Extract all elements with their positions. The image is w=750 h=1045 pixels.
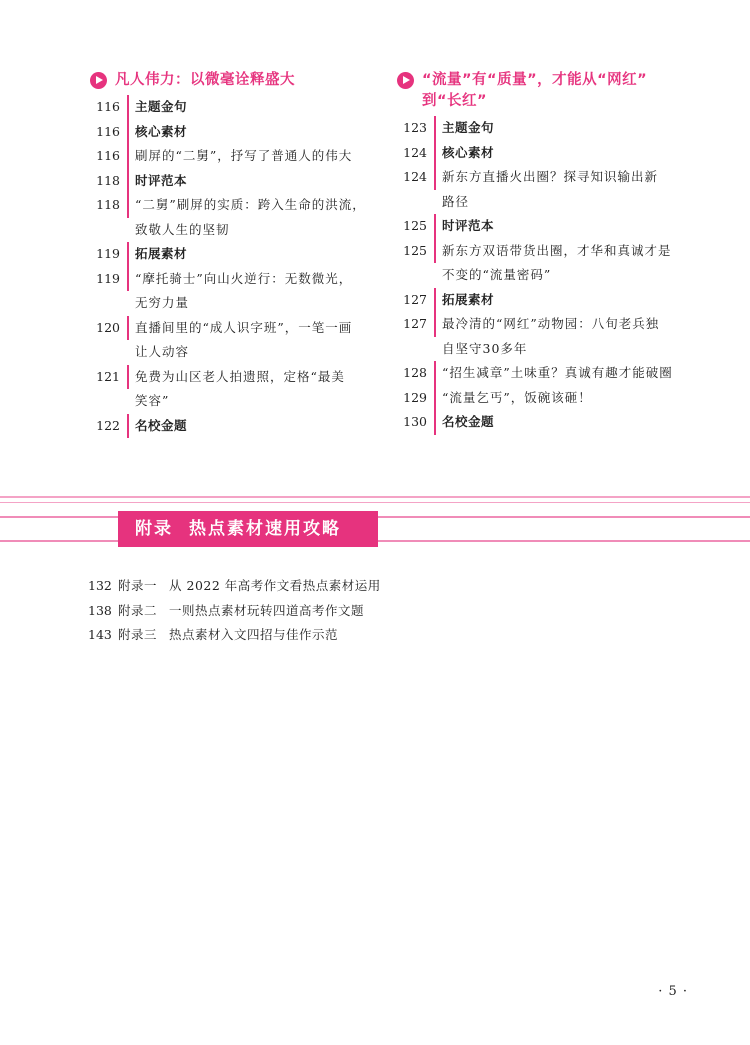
entry-page-number: 138 (88, 602, 112, 618)
toc-entry[interactable] (395, 165, 690, 214)
appendix-tag: 附录二 (118, 602, 158, 618)
toc-entry[interactable] (88, 120, 380, 145)
entry-title (129, 365, 345, 414)
toc-entry[interactable] (88, 95, 380, 120)
toc-entry[interactable] (395, 386, 690, 411)
entry-title-line: 刷屏的“二舅”，抒写了普通人的伟大 (135, 148, 353, 163)
entry-title-line: 核心素材 (442, 144, 495, 160)
toc-entry[interactable] (88, 365, 380, 414)
entry-page-number: 116 (88, 120, 129, 145)
entry-title-line: 新东方直播火出圈？探寻知识输出新 (442, 169, 659, 184)
appendix-entry[interactable] (88, 623, 381, 648)
entry-title (129, 316, 352, 365)
section-header-right (395, 70, 690, 112)
entry-title (436, 312, 659, 361)
page-number: · 5 · (658, 984, 688, 999)
entry-title (129, 414, 187, 439)
section-title: 凡人伟力：以微毫诠释盛大 (115, 72, 295, 88)
entry-title (129, 120, 187, 145)
entry-page-number: 128 (395, 361, 436, 386)
appendix-label: 附录 (135, 519, 173, 539)
toc-entry[interactable] (395, 239, 690, 288)
entry-page-number: 125 (395, 239, 436, 264)
entry-title-line: 主题金句 (135, 99, 188, 114)
entry-title (129, 267, 352, 316)
stripe-line (0, 502, 750, 504)
entry-title-line: 名校金题 (442, 414, 495, 429)
toc-entry[interactable] (395, 214, 690, 239)
entry-title (436, 116, 494, 141)
entry-title-line: 笑容” (135, 393, 170, 408)
appendix-tag: 附录三 (118, 627, 158, 642)
appendix-tag: 附录一 (118, 578, 158, 593)
toc-entry[interactable] (395, 116, 690, 141)
toc-entries (395, 116, 690, 435)
section-title-line2: 到“长红” (422, 93, 488, 109)
entry-title (436, 239, 672, 288)
entry-title-line: “招生减章”土味重？真诚有趣才能破圈 (442, 365, 673, 380)
appendix-entry[interactable] (88, 599, 381, 624)
entry-page-number: 118 (88, 169, 129, 194)
entry-title (129, 193, 366, 242)
appendix-list (88, 574, 381, 648)
toc-entry[interactable] (88, 169, 380, 194)
entry-title (436, 214, 494, 239)
entry-page-number: 122 (88, 414, 129, 439)
toc-left-column (88, 70, 380, 438)
entry-page-number: 119 (88, 242, 129, 267)
entry-title-line: 拓展素材 (135, 246, 188, 261)
entry-page-number: 129 (395, 386, 436, 411)
entry-title (129, 144, 352, 169)
entry-title-line: 时评范本 (442, 218, 495, 233)
entry-title-line: 让人动容 (135, 344, 190, 359)
section-header-left (88, 70, 380, 91)
entry-title-line: 时评范本 (135, 172, 188, 188)
toc-entry[interactable] (88, 267, 380, 316)
entry-title (129, 95, 187, 120)
toc-entry[interactable] (395, 288, 690, 313)
toc-entry[interactable] (395, 361, 690, 386)
entry-title (110, 574, 381, 599)
entry-page-number: 124 (395, 165, 436, 190)
entry-page-number: 116 (88, 95, 129, 120)
entry-title-line: 免费为山区老人拍遗照，定格“最美 (135, 368, 345, 384)
appendix-entry[interactable] (88, 574, 381, 599)
entry-title-line: 主题金句 (442, 120, 495, 135)
play-icon (90, 72, 107, 89)
entry-title-line: 致敬人生的坚韧 (135, 221, 230, 237)
entry-page-number: 119 (88, 267, 129, 292)
toc-entry[interactable] (88, 414, 380, 439)
entry-page-number: 143 (88, 627, 112, 642)
entry-title (436, 141, 494, 166)
entry-page-number: 130 (395, 410, 436, 435)
toc-entry[interactable] (88, 144, 380, 169)
entry-title (436, 361, 673, 386)
entry-title-line: “二舅”刷屏的实质：跨入生命的洪流， (135, 197, 366, 212)
entry-title-line: 名校金题 (135, 417, 188, 433)
section-title (422, 70, 647, 112)
entry-page-number: 121 (88, 365, 129, 390)
appendix-title-box (118, 511, 378, 547)
appendix-text: 从 2022 年高考作文看热点素材运用 (169, 578, 381, 593)
toc-entry[interactable] (88, 193, 380, 242)
play-icon (397, 72, 414, 89)
toc-entry[interactable] (395, 141, 690, 166)
toc-entries (88, 95, 380, 438)
entry-page-number: 120 (88, 316, 129, 341)
appendix-text: 热点素材入文四招与佳作示范 (169, 627, 339, 642)
entry-page-number: 118 (88, 193, 129, 218)
entry-page-number: 125 (395, 214, 436, 239)
toc-entry[interactable] (395, 312, 690, 361)
entry-page-number: 123 (395, 116, 436, 141)
toc-entry[interactable] (395, 410, 690, 435)
entry-title-line: 直播间里的“成人识字班”，一笔一画 (135, 319, 353, 335)
toc-right-column (395, 70, 690, 435)
entry-title-line: 新东方双语带货出圈，才华和真诚才是 (442, 242, 672, 258)
entry-page-number: 127 (395, 312, 436, 337)
appendix-title: 热点素材速用攻略 (189, 519, 341, 539)
appendix-text: 一则热点素材玩转四道高考作文题 (169, 602, 365, 618)
entry-title (110, 623, 338, 648)
entry-title-line: 拓展素材 (442, 291, 495, 307)
entry-title (436, 288, 494, 313)
entry-title-line: 自坚守30多年 (442, 340, 528, 356)
entry-title (436, 165, 658, 214)
entry-title-line: 路径 (442, 193, 470, 209)
entry-title (129, 242, 187, 267)
entry-page-number: 124 (395, 141, 436, 166)
entry-title-line: “流量乞丐”，饭碗该砸！ (442, 389, 592, 405)
decorative-stripes (0, 496, 750, 507)
toc-entry[interactable] (88, 242, 380, 267)
toc-entry[interactable] (88, 316, 380, 365)
entry-title (436, 410, 494, 435)
entry-page-number: 116 (88, 144, 129, 169)
appendix-banner (0, 511, 750, 547)
entry-title-line: 不变的“流量密码” (442, 267, 552, 282)
stripe-line (0, 496, 750, 498)
entry-page-number: 132 (88, 578, 112, 593)
entry-title (436, 386, 592, 411)
entry-title-line: 无穷力量 (135, 295, 190, 310)
section-title-line1: “流量”有“质量”，才能从“网红” (422, 72, 648, 88)
entry-title-line: 最冷清的“网红”动物园：八旬老兵独 (442, 316, 660, 331)
entry-title (129, 169, 187, 194)
entry-title (110, 599, 364, 624)
entry-title-line: “摩托骑士”向山火逆行：无数微光， (135, 270, 353, 286)
entry-page-number: 127 (395, 288, 436, 313)
entry-title-line: 核心素材 (135, 123, 188, 139)
